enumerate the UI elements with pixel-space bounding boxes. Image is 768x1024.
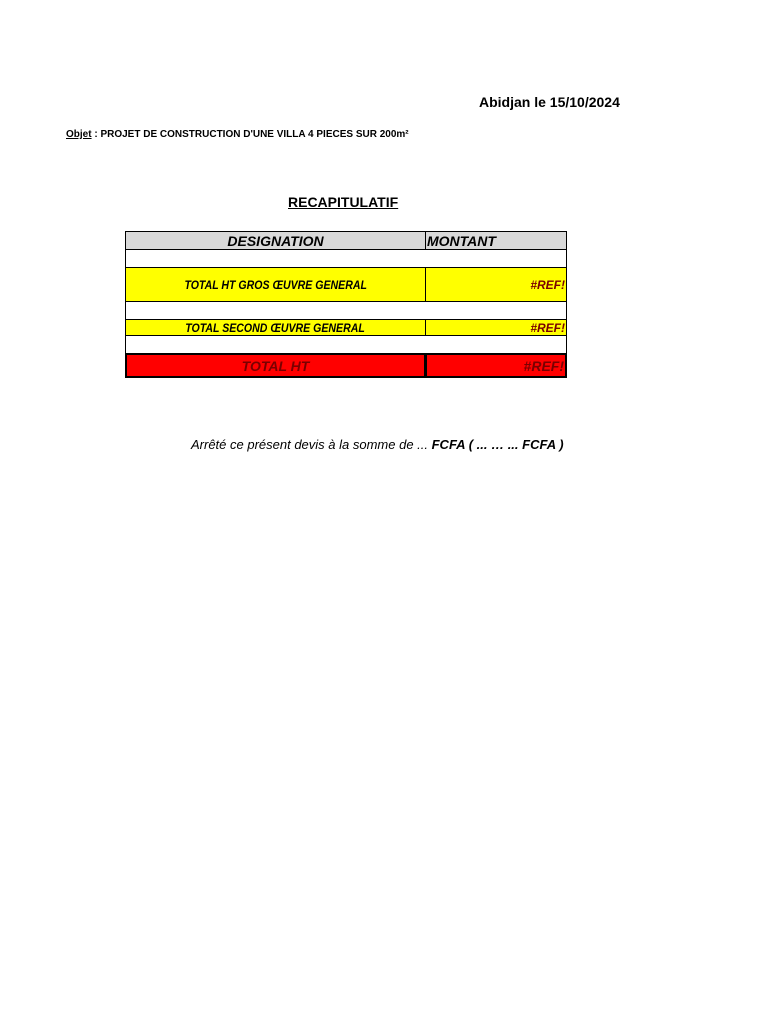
- row-total-ht-montant: #REF!: [425, 353, 567, 378]
- row-second-oeuvre-designation: [125, 319, 426, 336]
- header-montant: MONTANT: [425, 231, 567, 250]
- arrete-middle: ( ...: [465, 437, 492, 452]
- objet-text: PROJET DE CONSTRUCTION D'UNE VILLA 4 PIECES SUR 200m²: [100, 129, 409, 140]
- page-title: RECAPITULATIF: [288, 194, 399, 210]
- blank-row: [125, 302, 567, 319]
- recap-table: [125, 231, 567, 378]
- row-gros-oeuvre-designation: [125, 267, 426, 302]
- header-designation: DESIGNATION: [125, 231, 426, 250]
- arrete-prefix: Arrêté ce présent devis à la somme de ...: [191, 437, 432, 452]
- place-date: Abidjan le 15/10/2024: [479, 94, 620, 110]
- objet-separator: :: [91, 129, 101, 140]
- objet-label: Objet: [66, 129, 92, 140]
- row-second-oeuvre-montant: #REF!: [425, 319, 567, 336]
- arrete-sentence: [191, 437, 564, 452]
- arrete-dots: … ... FCFA ): [491, 437, 564, 452]
- blank-row: [125, 336, 567, 353]
- row-second-oeuvre-label: TOTAL SECOND ŒUVRE GENERAL: [185, 320, 366, 335]
- row-gros-oeuvre-label: TOTAL HT GROS ŒUVRE GENERAL: [184, 277, 367, 292]
- row-gros-oeuvre-montant: #REF!: [425, 267, 567, 302]
- objet-line: [66, 129, 409, 140]
- blank-row: [125, 250, 567, 267]
- row-total-ht-designation: TOTAL HT: [125, 353, 426, 378]
- arrete-currency: FCFA: [431, 437, 466, 452]
